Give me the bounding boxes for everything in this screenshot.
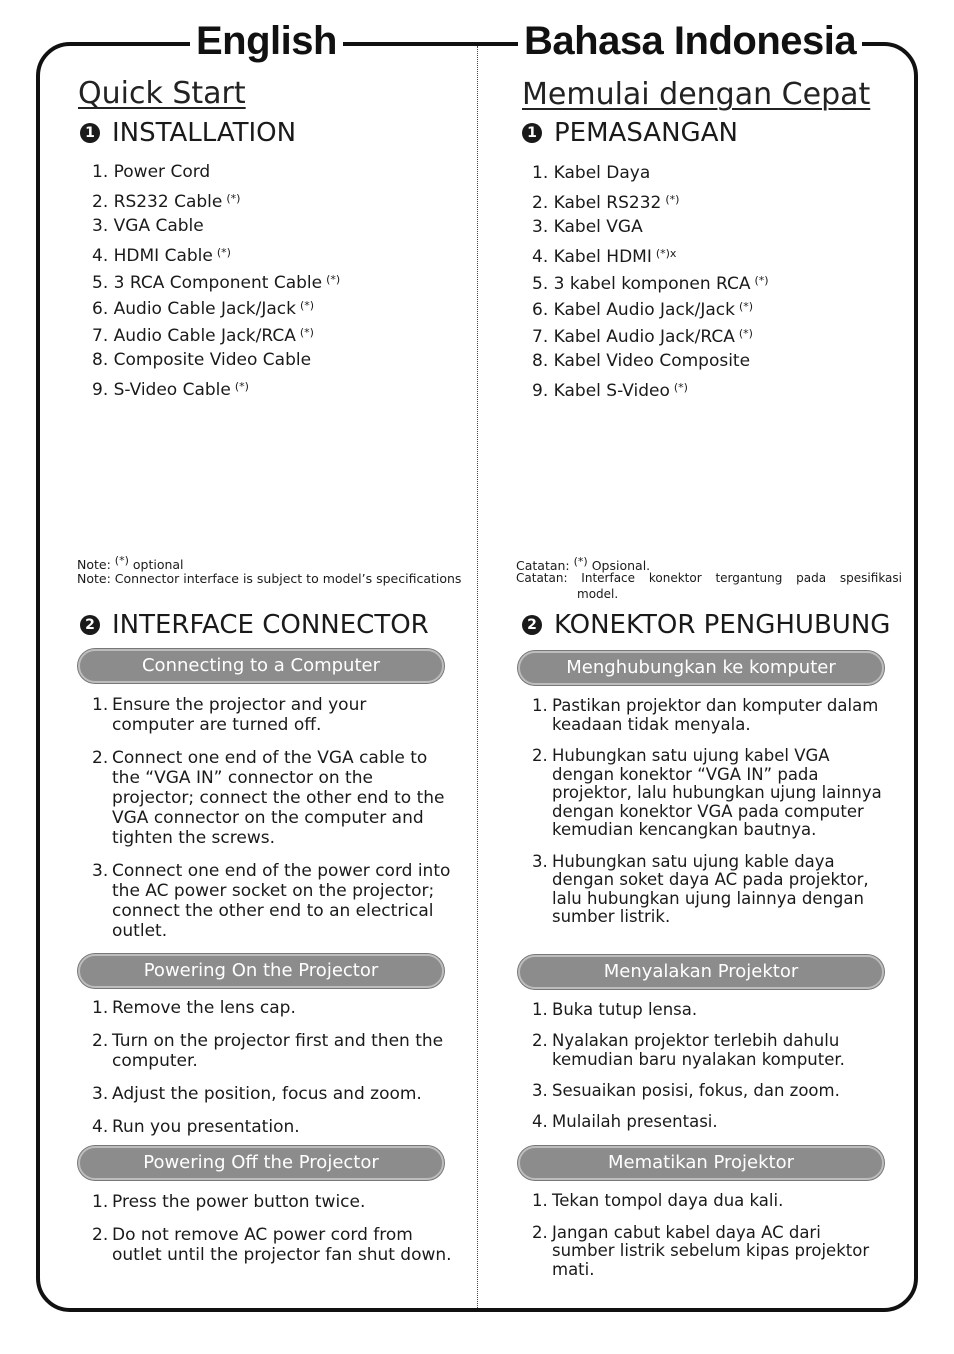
interface-heading-text: KONEKTOR PENGHUBUNG: [554, 610, 891, 640]
list-item: 3. Adjust the position, focus and zoom.: [92, 1084, 422, 1104]
list-item: 3. Connect one end of the power cord into the AC power socket on the projector; connect the other end to an electrical outlet.: [92, 861, 451, 941]
powering-off-steps: [92, 1192, 452, 1278]
list-item: 4. Kabel HDMI $^{(*)x}$: [532, 246, 677, 267]
quick-start-title: Quick Start: [78, 76, 246, 111]
list-item: 1. Press the power button twice.: [92, 1192, 366, 1212]
number-one-icon: 1: [522, 123, 542, 143]
list-item: 1. Kabel Daya: [532, 163, 651, 183]
installation-list: [92, 159, 340, 401]
list-item: 2. Hubungkan satu ujung kabel VGA dengan konektor “VGA IN” pada projektor, lalu hubungkan ujung lainnya dengan konektor VGA pada computer kemudian kencangkan bautnya.: [532, 746, 882, 839]
list-item: 3. Kabel VGA: [532, 216, 643, 237]
powering-on-header: Powering On the Projector: [78, 954, 444, 988]
list-item: 4. Run you presentation.: [92, 1117, 300, 1137]
connecting-computer-header-id: Menghubungkan ke komputer: [518, 651, 884, 685]
list-item: 7. Audio Cable Jack/RCA (*): [92, 326, 314, 347]
connector-note: Note: Connector interface is subject to model’s specifications: [77, 571, 462, 586]
connector-note-id: Catatan: Interface konektor tergantung pada spesifikasi: [516, 571, 902, 585]
installation-list-id: [532, 160, 769, 402]
powering-on-header-id: Menyalakan Projektor: [518, 955, 884, 989]
optional-note: Note: (*) optional: [77, 554, 184, 572]
list-item: 1. Power Cord: [92, 162, 211, 182]
connecting-steps: [92, 695, 452, 954]
powering-on-steps-id: [532, 1000, 884, 1143]
list-item: 4. Mulailah presentasi.: [532, 1112, 718, 1131]
interface-heading-text: INTERFACE CONNECTOR: [112, 610, 429, 640]
quick-start-title-id: Memulai dengan Cepat: [522, 77, 871, 112]
list-item: 1. Tekan tompol daya dua kali.: [532, 1191, 784, 1210]
list-item: 2. RS232 Cable (*): [92, 191, 241, 212]
list-item: 2. Turn on the projector first and then the computer.: [92, 1031, 444, 1071]
installation-heading: [80, 118, 296, 148]
connecting-steps-id: [532, 697, 884, 940]
english-title: English: [190, 18, 343, 64]
list-item: 2. Do not remove AC power cord from outlet until the projector fan shut down.: [92, 1225, 452, 1265]
installation-heading-text: PEMASANGAN: [554, 118, 738, 148]
list-item: 2. Kabel RS232 (*): [532, 192, 680, 213]
list-item: 9. Kabel S-Video (*): [532, 381, 688, 402]
list-item: 6. Audio Cable Jack/Jack (*): [92, 299, 315, 320]
list-item: 7. Kabel Audio Jack/RCA (*): [532, 327, 753, 348]
list-item: 3. VGA Cable: [92, 215, 204, 236]
installation-heading-text: INSTALLATION: [112, 118, 297, 148]
column-divider: [477, 46, 478, 1308]
list-item: 8. Composite Video Cable: [92, 350, 312, 371]
list-item: 2. Nyalakan projektor terlebih dahulu kemudian baru nyalakan komputer.: [532, 1031, 845, 1069]
connector-note-id-cont: model.: [577, 587, 619, 601]
powering-off-header-id: Mematikan Projektor: [518, 1146, 884, 1180]
installation-heading-id: [522, 118, 738, 148]
connecting-computer-header: Connecting to a Computer: [78, 649, 444, 683]
list-item: 9. S-Video Cable (*): [92, 380, 249, 401]
powering-on-steps: [92, 998, 452, 1150]
list-item: 8. Kabel Video Composite: [532, 351, 751, 372]
list-item: 1. Buka tutup lensa.: [532, 1000, 698, 1019]
list-item: 2. Connect one end of the VGA cable to the “VGA IN” connector on the projector; connect the other end to the VGA connector on the computer and tighten the screws.: [92, 748, 445, 848]
list-item: 1. Ensure the projector and your computer are turned off.: [92, 695, 367, 735]
indonesian-title: Bahasa Indonesia: [518, 18, 862, 64]
list-item: 2. Jangan cabut kabel daya AC dari sumber listrik sebelum kipas projektor mati.: [532, 1222, 870, 1279]
powering-off-header: Powering Off the Projector: [78, 1146, 444, 1180]
interface-heading-id: [522, 610, 890, 640]
interface-heading: [80, 610, 429, 640]
list-item: 1. Pastikan projektor dan komputer dalam keadaan tidak menyala.: [532, 696, 879, 734]
list-item: 1. Remove the lens cap.: [92, 998, 296, 1018]
optional-note-id: Catatan: (*) Opsional.: [516, 555, 651, 573]
list-item: 4. HDMI Cable (*): [92, 245, 231, 266]
list-item: 5. 3 RCA Component Cable (*): [92, 272, 341, 293]
list-item: 5. 3 kabel komponen RCA (*): [532, 273, 769, 294]
number-one-icon: 1: [80, 123, 100, 143]
number-two-icon: 2: [80, 615, 100, 635]
list-item: 6. Kabel Audio Jack/Jack (*): [532, 300, 754, 321]
list-item: 3. Sesuaikan posisi, fokus, dan zoom.: [532, 1081, 840, 1100]
number-two-icon: 2: [522, 615, 542, 635]
powering-off-steps-id: [532, 1192, 884, 1292]
list-item: 3. Hubungkan satu ujung kable daya dengan soket daya AC pada projektor, lalu hubungkan ujung lainnya dengan sumber listrik.: [532, 851, 869, 926]
